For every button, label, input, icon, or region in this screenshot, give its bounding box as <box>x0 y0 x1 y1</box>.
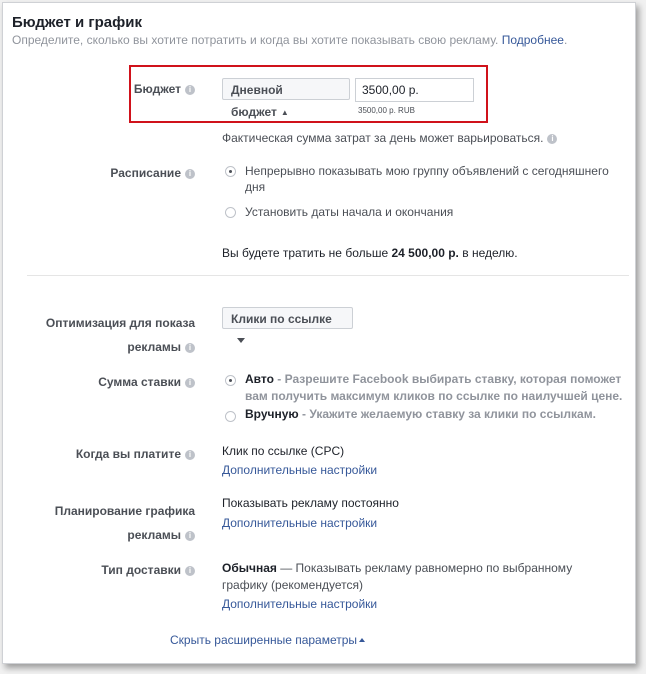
planning-value: Показывать рекламу постоянно <box>222 496 399 510</box>
delivery-value-line1: — Показывать рекламу равномерно по выбранному <box>276 561 573 575</box>
bid-label-text: Сумма ставки <box>98 375 181 389</box>
bid-auto-desc-line1: - Разрешите Facebook выбирать ставку, которая поможет <box>273 372 622 386</box>
delivery-label-text: Тип доставки <box>101 563 181 577</box>
budget-amount-input[interactable] <box>355 78 474 102</box>
bid-manual-label <box>245 407 596 421</box>
section-divider <box>27 275 629 276</box>
bid-auto-desc-line2: вам получить максимум кликов по ссылке по наилучшей цене. <box>245 389 623 403</box>
weekly-spend-note <box>222 246 518 260</box>
planning-more-link[interactable]: Дополнительные настройки <box>222 516 378 530</box>
info-icon[interactable]: i <box>185 531 195 541</box>
schedule-dates-radio[interactable] <box>225 207 236 218</box>
schedule-label <box>15 166 195 180</box>
budget-amount-hint: 3500,00 р. RUB <box>358 106 415 115</box>
bid-manual-title: Вручную <box>245 407 299 421</box>
weekly-amount: 24 500,00 р. <box>391 246 459 260</box>
bid-auto-label <box>245 371 622 405</box>
hide-advanced-link[interactable] <box>170 633 365 647</box>
delivery-value-line2: графику (рекомендуется) <box>222 578 363 592</box>
delivery-value <box>222 560 572 594</box>
budget-type-label: Дневной бюджет <box>231 83 283 119</box>
chevron-up-icon <box>359 638 365 642</box>
optimization-select[interactable] <box>222 307 353 329</box>
budget-note <box>222 131 557 145</box>
section-description <box>12 33 567 47</box>
budget-label <box>15 82 195 96</box>
delivery-label <box>15 563 195 577</box>
schedule-continuous-label <box>245 163 609 195</box>
schedule-continuous-line1: Непрерывно показывать мою группу объявлений с сегодняшнего <box>245 164 609 178</box>
payment-value: Клик по ссылке (CPC) <box>222 444 345 458</box>
bid-label <box>15 375 195 389</box>
planning-label-line1: Планирование графика <box>54 504 195 518</box>
schedule-dates-label: Установить даты начала и окончания <box>245 205 454 219</box>
budget-label-text: Бюджет <box>133 82 181 96</box>
optimization-label-line2: рекламы <box>127 340 181 354</box>
section-description-text: Определите, сколько вы хотите потратить и когда вы хотите показывать свою рекламу. <box>12 33 499 47</box>
section-title: Бюджет и график <box>12 14 143 31</box>
budget-type-select[interactable] <box>222 78 350 119</box>
optimization-label <box>15 311 195 359</box>
delivery-value-bold: Обычная <box>222 561 277 575</box>
info-icon[interactable]: i <box>185 378 195 388</box>
budget-amount-value: 3500,00 р. <box>362 83 419 97</box>
payment-label <box>15 447 195 461</box>
planning-label <box>15 499 195 547</box>
info-icon[interactable]: i <box>185 450 195 460</box>
optimization-select-label: Клики по ссылке <box>231 312 332 326</box>
bid-auto-radio[interactable] <box>225 375 236 386</box>
budget-note-text: Фактическая сумма затрат за день может варьироваться. <box>222 131 544 145</box>
info-icon[interactable]: i <box>185 169 195 179</box>
optimization-label-line1: Оптимизация для показа <box>45 316 195 330</box>
weekly-suffix: в неделю. <box>462 246 518 260</box>
weekly-prefix: Вы будете тратить не больше <box>222 246 389 260</box>
bid-manual-radio[interactable] <box>225 411 236 422</box>
planning-label-line2: рекламы <box>127 528 181 542</box>
period: . <box>563 33 568 47</box>
info-icon[interactable]: i <box>185 85 195 95</box>
learn-more-link[interactable]: Подробнее <box>501 33 564 47</box>
schedule-continuous-line2: дня <box>245 180 266 194</box>
chevron-down-icon <box>237 338 245 343</box>
up-down-arrow-icon: ▲︎ <box>280 108 289 117</box>
schedule-continuous-radio[interactable] <box>225 166 236 177</box>
info-icon[interactable]: i <box>185 343 195 353</box>
info-icon[interactable]: i <box>547 134 557 144</box>
payment-label-text: Когда вы платите <box>75 447 181 461</box>
delivery-more-link[interactable]: Дополнительные настройки <box>222 597 378 611</box>
payment-more-link[interactable]: Дополнительные настройки <box>222 463 378 477</box>
schedule-label-text: Расписание <box>110 166 181 180</box>
budget-schedule-panel <box>2 2 636 664</box>
bid-auto-title: Авто <box>245 372 274 386</box>
hide-advanced-label: Скрыть расширенные параметры <box>170 633 358 647</box>
info-icon[interactable]: i <box>185 566 195 576</box>
bid-manual-desc: - Укажите желаемую ставку за клики по ссылкам. <box>298 407 596 421</box>
